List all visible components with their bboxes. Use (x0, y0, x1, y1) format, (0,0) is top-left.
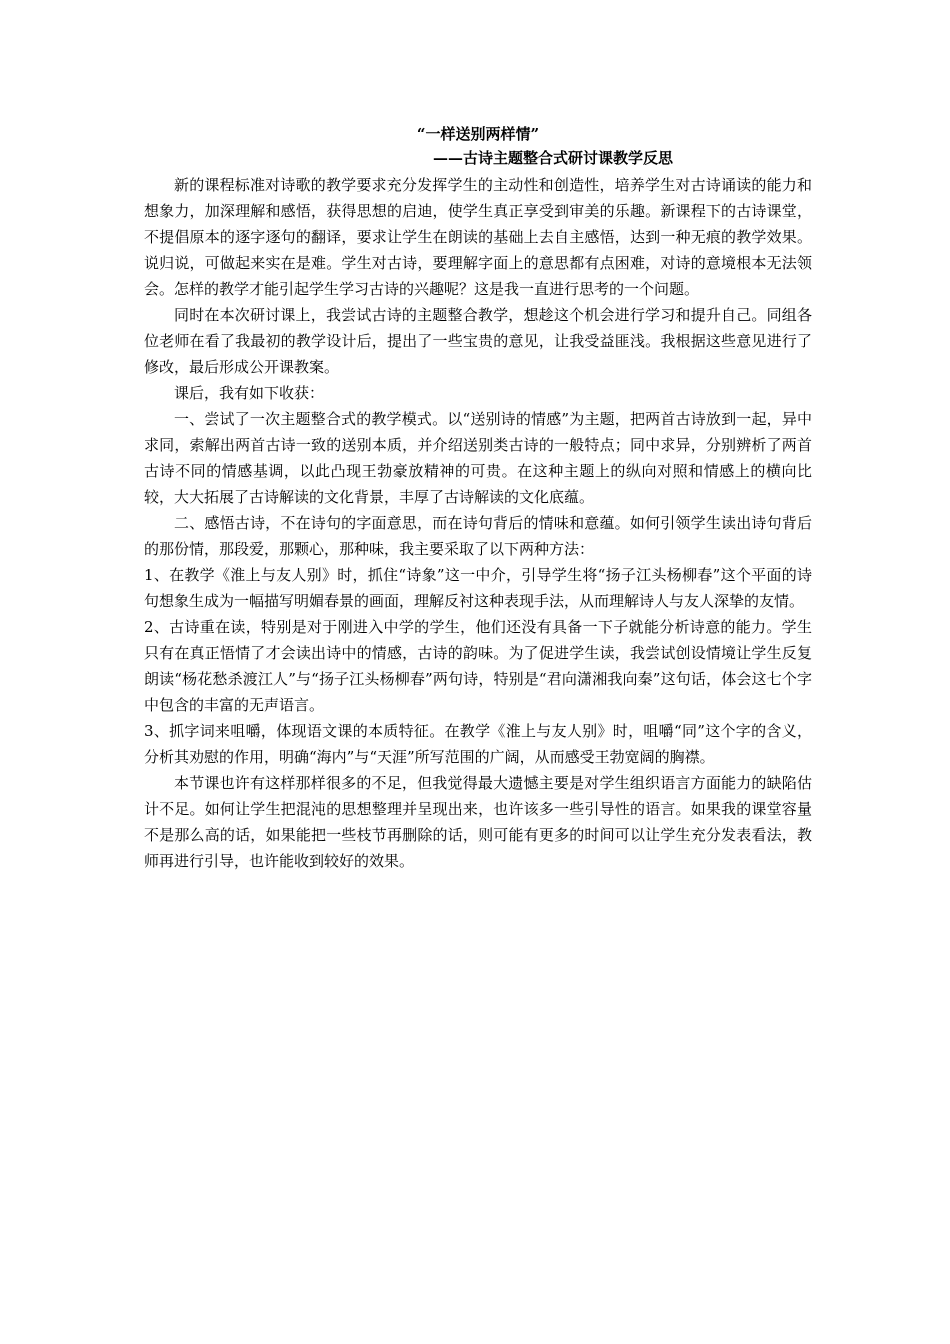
body-paragraph: 课后，我有如下收获： (174, 384, 325, 402)
document-body (144, 172, 812, 874)
body-paragraph: 一、尝试了一次主题整合式的教学模式。以“送别诗的情感”为主题，把两首古诗放到一起，异中求同，索解出两首古诗一致的送别本质，并介绍送别类古诗的一般特点；同中求异，分别辨析了两首古诗不同的情感基调，以此凸现王勃豪放精神的可贵。在这种主题上的纵向对照和情感上的横向比较，大大拓展了古诗解读的文化背景，丰厚了古诗解读的文化底蕴。 (144, 410, 812, 506)
body-paragraph: 同时在本次研讨课上，我尝试古诗的主题整合教学，想趁这个机会进行学习和提升自己。同组各位老师在看了我最初的教学设计后，提出了一些宝贵的意见，让我受益匪浅。我根据这些意见进行了修改，最后形成公开课教案。 (144, 306, 812, 376)
document-subtitle: ——古诗主题整合式研讨课教学反思 (432, 149, 673, 167)
body-paragraph: 本节课也许有这样那样很多的不足，但我觉得最大遗憾主要是对学生组织语言方面能力的缺陷估计不足。如何让学生把混沌的思想整理并呈现出来，也许该多一些引导性的语言。如果我的课堂容量不是那么高的话，如果能把一些枝节再删除的话，则可能有更多的时间可以让学生充分发表看法，教师再进行引导，也许能收到较好的效果。 (144, 774, 812, 870)
body-paragraph: 二、感悟古诗，不在诗句的字面意思，而在诗句背后的情味和意蕴。如何引领学生读出诗句背后的那份情，那段爱，那颗心，那种味，我主要采取了以下两种方法： (144, 514, 812, 558)
body-paragraph: 2、古诗重在读，特别是对于刚进入中学的学生，他们还没有具备一下子就能分析诗意的能力。学生只有在真正悟情了才会读出诗中的情感，古诗的韵味。为了促进学生读，我尝试创设情境让学生反复朗读“杨花愁杀渡江人”与“扬子江头杨柳春”两句诗，特别是“君向潇湘我向秦”这句话，体会这七个字中包含的丰富的无声语言。 (144, 618, 812, 714)
document-page (144, 122, 812, 874)
body-paragraph: 1、在教学《淮上与友人别》时，抓住“诗象”这一中介，引导学生将“扬子江头杨柳春”这个平面的诗句想象生成为一幅描写明媚春景的画面，理解反衬这种表现手法，从而理解诗人与友人深挚的友情。 (144, 566, 812, 610)
document-title: “一样送别两样情” (416, 125, 540, 143)
body-paragraph: 新的课程标准对诗歌的教学要求充分发挥学生的主动性和创造性，培养学生对古诗诵读的能力和想象力，加深理解和感悟，获得思想的启迪，使学生真正享受到审美的乐趣。新课程下的古诗课堂，不提倡原本的逐字逐句的翻译，要求让学生在朗读的基础上去自主感悟，达到一种无痕的教学效果。说归说，可做起来实在是难。学生对古诗，要理解字面上的意思都有点困难，对诗的意境根本无法领会。怎样的教学才能引起学生学习古诗的兴趣呢？这是我一直进行思考的一个问题。 (144, 176, 812, 298)
body-paragraph: 3、抓字词来咀嚼，体现语文课的本质特征。在教学《淮上与友人别》时，咀嚼“同”这个字的含义，分析其劝慰的作用，明确“海内”与“天涯”所写范围的广阔，从而感受王勃宽阔的胸襟。 (144, 722, 812, 766)
